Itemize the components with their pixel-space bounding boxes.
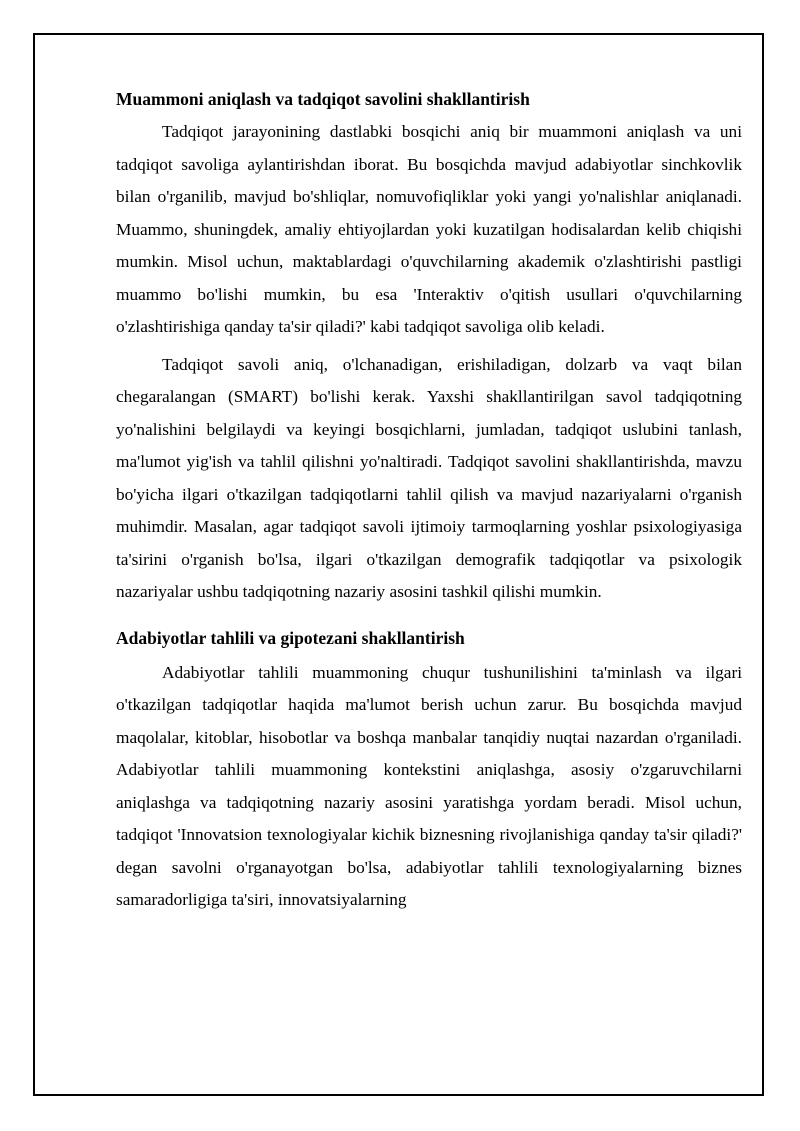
paragraph: Tadqiqot jarayonining dastlabki bosqichi aniq bir muammoni aniqlash va uni tadqiqot savoliga aylantirishdan iborat. Bu bosqichda mavjud adabiyotlar sinchkovlik bilan o'rganilib, mavjud bo'shliqlar, nomuvofiqliklar yoki yangi yo'nalishlar aniqlanadi. Muammo, shuningdek, amaliy ehtiyojlardan yoki kuzatilgan hodisalardan kelib chiqishi mumkin. Misol uchun, maktablardagi o'quvchilarning akademik o'zlashtirishi pastligi muammo bo'lishi mumkin, bu esa 'Interaktiv o'qitish usullari o'quvchilarning o'zlashtirishiga qanday ta'sir qiladi?' kabi tadqiqot savoliga olib keladi. (116, 122, 742, 336)
paragraph: Tadqiqot savoli aniq, o'lchanadigan, erishiladigan, dolzarb va vaqt bilan chegaralangan (SMART) bo'lishi kerak. Yaxshi shakllantirilgan savol tadqiqotning yo'nalishini belgilaydi va keyingi bosqichlarni, jumladan, tadqiqot uslubini tanlash, ma'lumot yig'ish va tahlil qilishni yo'naltiradi. Tadqiqot savolini shakllantirishda, mavzu bo'yicha ilgari o'tkazilgan tadqiqotlarni tahlil qilish va mavjud nazariyalarni o'rganish muhimdir. Masalan, agar tadqiqot savoli ijtimoiy tarmoqlarning yoshlar psixologiyasiga ta'sirini o'rganish bo'lsa, ilgari o'tkazilgan demografik tadqiqotlar va psixologik nazariyalar ushbu tadqiqotning nazariy asosini tashkil qilishi mumkin. (116, 354, 742, 601)
section-heading-literature: Adabiyotlar tahlili va gipotezani shakllantirish (116, 627, 465, 648)
paragraph: Adabiyotlar tahlili muammoning chuqur tushunilishini ta'minlash va ilgari o'tkazilgan tadqiqotlar haqida ma'lumot berish uchun zarur. Bu bosqichda mavjud maqolalar, kitoblar, hisobotlar va boshqa manbalar tanqidiy nuqtai nazardan o'rganiladi. Adabiyotlar tahlili muammoning kontekstini aniqlashga, asosiy o'zgaruvchilarni aniqlashga va tadqiqotning nazariy asosini yaratishga yordam beradi. Misol uchun, tadqiqot 'Innovatsion texnologiyalar kichik biznesning rivojlanishiga qanday ta'sir qiladi?' degan savolni o'rganayotgan bo'lsa, adabiyotlar tahlili texnologiyalarning biznes samaradorligiga ta'siri, innovatsiyalarning (116, 662, 742, 909)
document-body (116, 86, 742, 922)
section-heading-problem: Muammoni aniqlash va tadqiqot savolini shakllantirish (116, 89, 530, 109)
